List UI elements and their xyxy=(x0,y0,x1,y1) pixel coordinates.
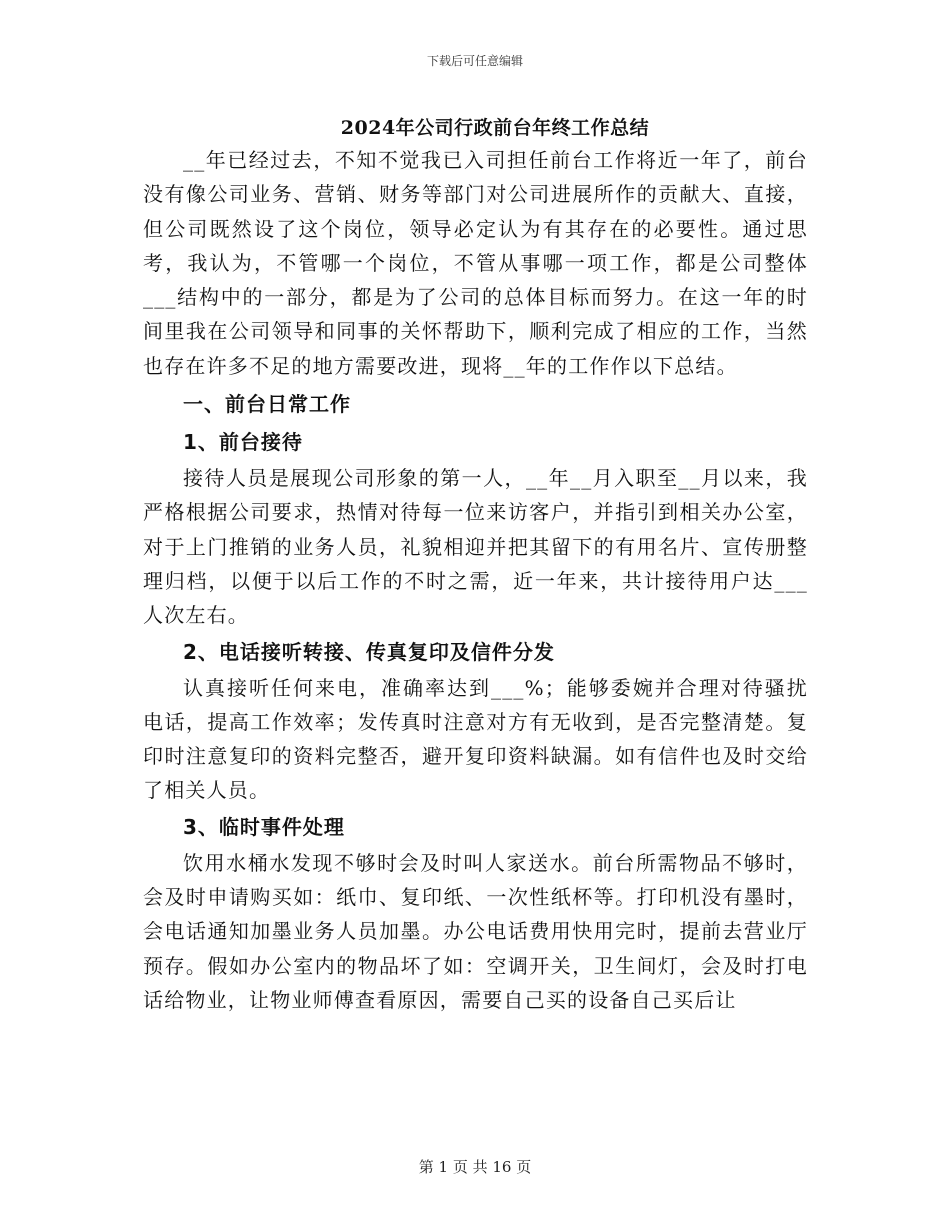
document-title: 2024年公司行政前台年终工作总结 xyxy=(340,117,650,139)
document-body xyxy=(143,143,808,1017)
section-heading-daily-work: 一、前台日常工作 xyxy=(183,392,351,417)
page-number-footer: 第 1 页 共 16 页 xyxy=(418,1158,532,1176)
header-note: 下载后可任意编辑 xyxy=(426,54,523,68)
subsection-heading-reception: 1、前台接待 xyxy=(183,430,303,455)
subsection-heading-incident-handling: 3、临时事件处理 xyxy=(183,814,345,839)
subsection-heading-phone-fax-mail: 2、电话接听转接、传真复印及信件分发 xyxy=(183,639,555,664)
intro-paragraph: __年已经过去，不知不觉我已入司担任前台工作将近一年了，前台没有像公司业务、营销、财务等部门对公司进展所作的贡献大、直接，但公司既然设了这个岗位，领导必定认为有其存在的必要性。通过思考，我认为，不管哪一个岗位，不管从事哪一项工作，都是公司整体___结构中的一部分，都是为了公司的总体目标而努力。在这一年的时间里我在公司领导和同事的关怀帮助下，顺利完成了相应的工作，当然也存在许多不足的地方需要改进，现将__年的工作作以下总结。 xyxy=(143,148,808,378)
reception-paragraph: 接待人员是展现公司形象的第一人，__年__月入职至__月以来，我严格根据公司要求，热情对待每一位来访客户，并指引到相关办公室，对于上门推销的业务人员，礼貌相迎并把其留下的有用名片、宣传册整理归档，以便于以后工作的不时之需，近一年来，共计接待用户达___人次左右。 xyxy=(143,466,808,628)
phone-fax-mail-paragraph: 认真接听任何来电，准确率达到___%；能够委婉并合理对待骚扰电话，提高工作效率；发传真时注意对方有无收到，是否完整清楚。复印时注意复印的资料完整否，避开复印资料缺漏。如有信件也及时交给了相关人员。 xyxy=(143,675,808,803)
incident-handling-paragraph: 饮用水桶水发现不够时会及时叫人家送水。前台所需物品不够时，会及时申请购买如：纸巾、复印纸、一次性纸杯等。打印机没有墨时，会电话通知加墨业务人员加墨。办公电话费用快用完时，提前去营业厅预存。假如办公室内的物品坏了如：空调开关，卫生间灯，会及时打电话给物业，让物业师傅查看原因，需要自己买的设备自己买后让 xyxy=(143,850,808,1012)
